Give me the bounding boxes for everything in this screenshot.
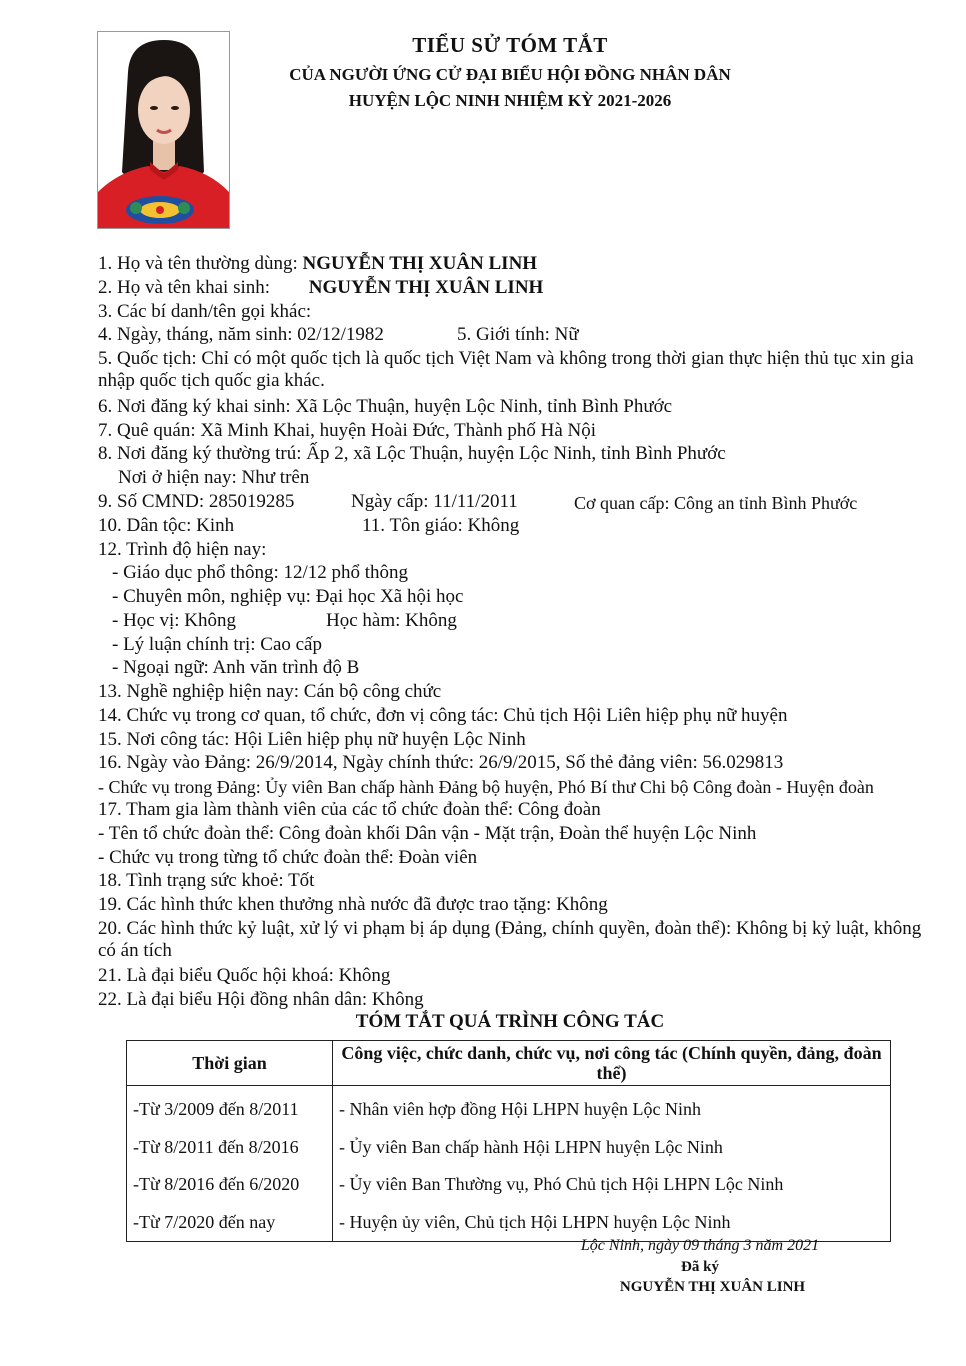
item-organizations: 17. Tham gia làm thành viên của các tổ chức đoàn thể: Công đoàn (98, 799, 601, 820)
item-health: 18. Tình trạng sức khoẻ: Tốt (98, 870, 315, 891)
birth-name-value: NGUYỄN THỊ XUÂN LINH (308, 277, 544, 298)
document-subtitle: CỦA NGƯỜI ỨNG CỬ ĐẠI BIỂU HỘI ĐỒNG NHÂN DÂN (289, 65, 731, 84)
item-ethnicity: 10. Dân tộc: Kinh (98, 515, 235, 536)
item-current-residence: Nơi ở hiện nay: Như trên (118, 467, 310, 488)
item-id-number: 9. Số CMND: 285019285 (98, 491, 295, 512)
table-row-description: - Ủy viên Ban chấp hành Hội LHPN huyện Lộc Ninh (339, 1136, 723, 1157)
item-birth-date: 4. Ngày, tháng, năm sinh: 02/12/1982 (98, 324, 384, 345)
item-awards: 19. Các hình thức khen thưởng nhà nước đã được trao tặng: Không (98, 894, 608, 915)
item-party-position: - Chức vụ trong Đảng: Ủy viên Ban chấp hành Đảng bộ huyện, Phó Bí thư Chi bộ Công đoàn - Huyện đoàn (98, 777, 874, 797)
item-religion: 11. Tôn giáo: Không (362, 515, 520, 536)
table-row-time: -Từ 8/2016 đến 6/2020 (133, 1174, 300, 1194)
item-hometown: 7. Quê quán: Xã Minh Khai, huyện Hoài Đức, Thành phố Hà Nội (98, 420, 597, 441)
item-foreign-language: - Ngoại ngữ: Anh văn trình độ B (112, 657, 360, 678)
item-organization-role: - Chức vụ trong từng tổ chức đoàn thể: Đoàn viên (98, 847, 478, 868)
item-organization-name: - Tên tổ chức đoàn thể: Công đoàn khối Dân vận - Mặt trận, Đoàn thể huyện Lộc Ninh (98, 823, 757, 844)
item-birth-registration: 6. Nơi đăng ký khai sinh: Xã Lộc Thuận, huyện Lộc Ninh, tỉnh Bình Phước (98, 396, 673, 417)
item-discipline: 20. Các hình thức kỷ luật, xử lý vi phạm bị áp dụng (Đảng, chính quyền, đoàn thể): Không bị kỷ luật, không có án tích (98, 918, 922, 961)
table-row-description: - Ủy viên Ban Thường vụ, Phó Chủ tịch Hội LHPN Lộc Ninh (339, 1174, 784, 1194)
item-gender: 5. Giới tính: Nữ (457, 324, 579, 345)
item-common-name: 1. Họ và tên thường dùng: NGUYỄN THỊ XUÂN LINH (98, 253, 538, 274)
signature-name: NGUYỄN THỊ XUÂN LINH (619, 1279, 806, 1295)
item-id-issuer: Cơ quan cấp: Công an tỉnh Bình Phước (574, 493, 858, 513)
document-subtitle-term: HUYỆN LỘC NINH NHIỆM KỲ 2021-2026 (348, 91, 672, 110)
item-occupation: 13. Nghề nghiệp hiện nay: Cán bộ công chức (98, 681, 442, 702)
work-history-table (126, 1040, 891, 1242)
item-national-assembly: 21. Là đại biểu Quốc hội khoá: Không (98, 965, 391, 986)
table-body-row (127, 1086, 891, 1242)
item-workplace: 15. Nơi công tác: Hội Liên hiệp phụ nữ huyện Lộc Ninh (98, 729, 526, 750)
signature-status: Đã ký (681, 1259, 719, 1275)
time-column-cell (127, 1086, 333, 1242)
table-row-time: -Từ 3/2009 đến 8/2011 (133, 1099, 299, 1119)
work-summary-title: TÓM TẮT QUÁ TRÌNH CÔNG TÁC (355, 1011, 665, 1032)
item-education-heading: 12. Trình độ hiện nay: (98, 539, 267, 560)
common-name-value: NGUYỄN THỊ XUÂN LINH (302, 253, 538, 274)
item-alias: 3. Các bí danh/tên gọi khác: (98, 301, 312, 322)
item-permanent-residence: 8. Nơi đăng ký thường trú: Ấp 2, xã Lộc Thuận, huyện Lộc Ninh, tỉnh Bình Phước (98, 443, 726, 464)
description-column-cell (333, 1086, 891, 1242)
item-nationality: 5. Quốc tịch: Chỉ có một quốc tịch là quốc tịch Việt Nam và không trong thời gian thực hiện thủ tục xin gia nhập quốc tịch quốc gia khác. (98, 348, 914, 391)
item-political-theory: - Lý luận chính trị: Cao cấp (112, 634, 322, 655)
document-title: TIỂU SỬ TÓM TẮT (412, 33, 608, 57)
item-academic-title: Học hàm: Không (326, 610, 457, 631)
portrait-photo (97, 31, 230, 229)
item-peoples-council: 22. Là đại biểu Hội đồng nhân dân: Không (98, 989, 424, 1010)
table-header-row (127, 1041, 891, 1086)
table-row-description: - Huyện ủy viên, Chủ tịch Hội LHPN huyện Lộc Ninh (339, 1211, 731, 1232)
item-specialization: - Chuyên môn, nghiệp vụ: Đại học Xã hội học (112, 586, 464, 607)
signature-place-date: Lộc Ninh, ngày 09 tháng 3 năm 2021 (580, 1237, 820, 1254)
item-degree: - Học vị: Không (112, 610, 237, 631)
item-party-dates: 16. Ngày vào Đảng: 26/9/2014, Ngày chính thức: 26/9/2015, Số thẻ đảng viên: 56.029813 (98, 752, 784, 773)
column-header-description: Công việc, chức danh, chức vụ, nơi công tác (Chính quyền, đảng, đoàn thể) (333, 1041, 891, 1086)
item-birth-name: 2. Họ và tên khai sinh: NGUYỄN THỊ XUÂN LINH (98, 277, 544, 298)
table-row-description: - Nhân viên hợp đồng Hội LHPN huyện Lộc Ninh (339, 1099, 701, 1119)
portrait-icon (98, 32, 229, 228)
table-row-time: -Từ 8/2011 đến 8/2016 (133, 1136, 299, 1157)
item-general-education: - Giáo dục phổ thông: 12/12 phổ thông (112, 562, 409, 583)
item-id-issue-date: Ngày cấp: 11/11/2011 (351, 491, 518, 512)
item-position: 14. Chức vụ trong cơ quan, tổ chức, đơn vị công tác: Chủ tịch Hội Liên hiệp phụ nữ huyện (98, 705, 788, 726)
column-header-time: Thời gian (127, 1041, 333, 1086)
table-row-time: -Từ 7/2020 đến nay (133, 1211, 276, 1232)
